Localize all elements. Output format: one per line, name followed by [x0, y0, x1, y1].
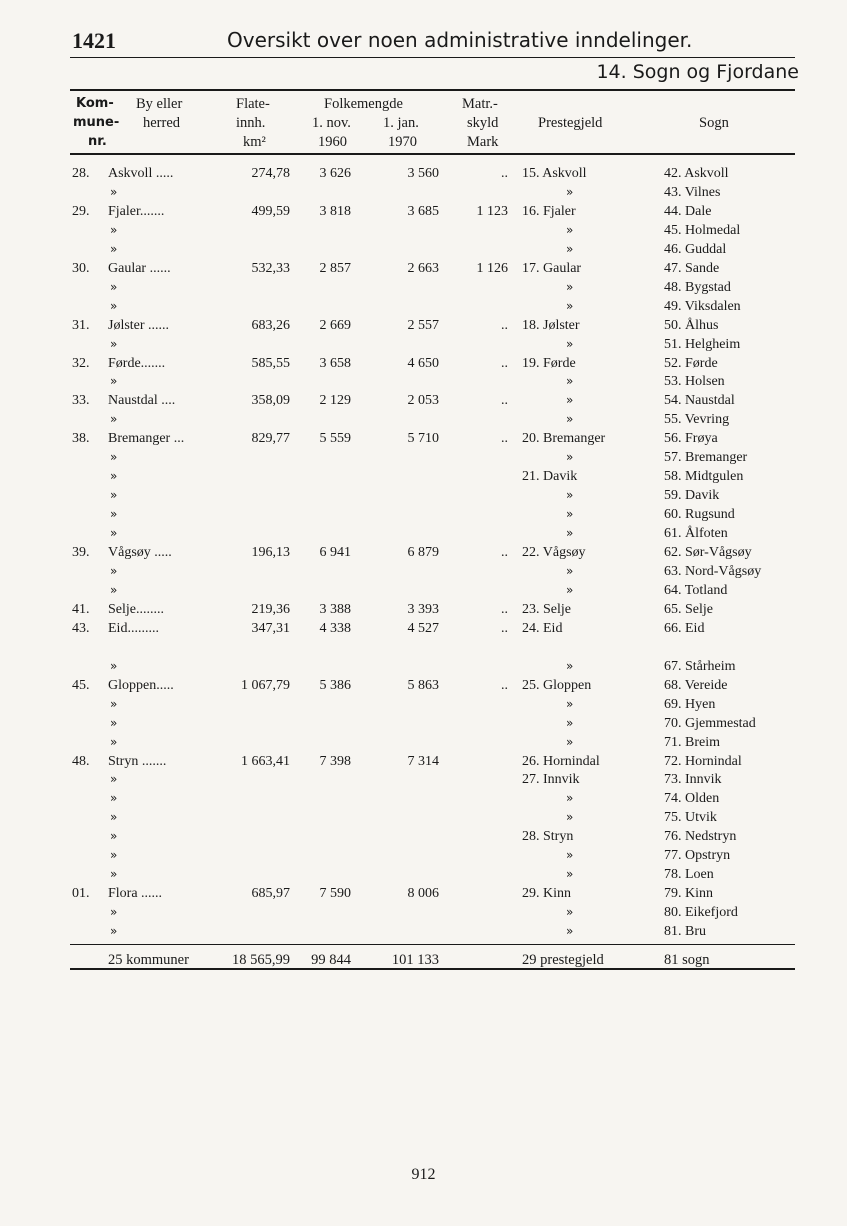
population-1970: 3 393: [407, 601, 439, 617]
municipality-name: »: [110, 241, 118, 256]
table-row: [0, 543, 847, 562]
prestegjeld: »: [566, 924, 574, 939]
sogn: 77. Opstryn: [664, 848, 731, 864]
area-km2: 274,78: [251, 166, 290, 181]
sogn: 60. Rugsund: [664, 507, 735, 523]
table-row: [0, 770, 847, 789]
municipality-number: 29.: [72, 203, 90, 219]
sogn: 68. Vereide: [664, 677, 728, 693]
prestegjeld: »: [566, 241, 574, 256]
sogn: 45. Holmedal: [664, 222, 741, 238]
population-1960: 4 338: [319, 620, 351, 636]
sogn: 50. Ålhus: [664, 317, 719, 333]
municipality-name: »: [110, 905, 118, 920]
table-row: [0, 391, 847, 410]
table-row: [0, 316, 847, 335]
municipality-name: »: [110, 488, 118, 503]
prestegjeld: »: [566, 184, 574, 199]
sogn: 56. Frøya: [664, 431, 718, 447]
municipality-name: »: [110, 810, 118, 825]
population-1960: 3 388: [319, 601, 351, 617]
prestegjeld: »: [566, 563, 574, 578]
municipality-name: »: [110, 279, 118, 294]
table-row: [0, 240, 847, 259]
col-name-line1: By eller: [136, 96, 183, 112]
municipality-number: 43.: [72, 620, 90, 636]
matrikkel-skyld: ..: [501, 317, 508, 333]
prestegjeld: 26. Hornindal: [522, 753, 600, 769]
table-row: [0, 752, 847, 771]
municipality-number: 32.: [72, 355, 90, 371]
prestegjeld: »: [566, 696, 574, 711]
page-number: 912: [411, 1166, 436, 1183]
matrikkel-skyld: 1 126: [476, 260, 508, 276]
table-row: [0, 524, 847, 543]
col-sogn: Sogn: [699, 115, 729, 131]
population-1960: 6 941: [319, 545, 351, 560]
prestegjeld: »: [566, 791, 574, 806]
municipality-name: »: [110, 469, 118, 484]
col-population-heading: Folkemengde: [324, 96, 403, 112]
title-underline: [70, 57, 795, 58]
sogn: 78. Loen: [664, 867, 714, 883]
prestegjeld: »: [566, 507, 574, 522]
sogn: 55. Vevring: [664, 412, 730, 428]
prestegjeld: »: [566, 412, 574, 427]
sogn: 54. Naustdal: [664, 393, 735, 409]
matrikkel-skyld: ..: [501, 431, 508, 447]
municipality-name: Selje........: [108, 601, 164, 617]
col-pop1970-line2: 1970: [388, 134, 417, 150]
col-pop1960-line2: 1960: [318, 134, 347, 150]
page-reference-number: 1421: [72, 28, 116, 53]
table-row: [0, 335, 847, 354]
table-row: [0, 714, 847, 733]
municipality-name: »: [110, 582, 118, 597]
sogn: 66. Eid: [664, 620, 705, 636]
table-row: [0, 865, 847, 884]
total-prestegjeld: 29 prestegjeld: [522, 952, 604, 968]
prestegjeld: »: [566, 658, 574, 673]
sogn: 48. Bygstad: [664, 279, 731, 295]
sogn: 70. Gjemmestad: [664, 715, 756, 731]
table-row: [0, 372, 847, 391]
population-1970: 4 527: [407, 620, 439, 636]
municipality-name: »: [110, 658, 118, 673]
table-row: [0, 183, 847, 202]
matrikkel-skyld: ..: [501, 166, 508, 181]
area-km2: 219,36: [251, 601, 290, 617]
population-1960: 3 818: [319, 203, 351, 219]
prestegjeld: »: [566, 905, 574, 920]
prestegjeld: 19. Førde: [522, 355, 576, 371]
municipality-number: 28.: [72, 166, 90, 181]
table-row: [0, 903, 847, 922]
population-1960: 3 658: [319, 355, 351, 371]
municipality-name: »: [110, 412, 118, 427]
prestegjeld: »: [566, 374, 574, 389]
municipality-name: Jølster ......: [108, 317, 170, 333]
population-1970: 6 879: [407, 545, 439, 560]
prestegjeld: 22. Vågsøy: [522, 545, 586, 560]
matrikkel-skyld: ..: [501, 393, 508, 409]
area-km2: 1 663,41: [241, 753, 290, 769]
municipality-number: 45.: [72, 677, 90, 693]
area-km2: 829,77: [251, 431, 290, 447]
sogn: 58. Midtgulen: [664, 469, 744, 485]
municipality-name: »: [110, 791, 118, 806]
population-1970: 7 314: [407, 753, 439, 769]
municipality-name: »: [110, 298, 118, 313]
sogn: 52. Førde: [664, 355, 718, 371]
sogn: 49. Viksdalen: [664, 298, 741, 314]
col-name-line2: herred: [143, 115, 181, 131]
total-area: 18 565,99: [232, 952, 290, 968]
municipality-name: »: [110, 848, 118, 863]
municipality-name: »: [110, 772, 118, 787]
prestegjeld: 23. Selje: [522, 601, 571, 617]
col-matr-line2: skyld: [467, 115, 499, 131]
sogn: 51. Helgheim: [664, 336, 741, 352]
table-row: [0, 808, 847, 827]
area-km2: 347,31: [251, 620, 290, 636]
table-row: [0, 221, 847, 240]
sogn: 71. Breim: [664, 734, 720, 750]
population-1970: 4 650: [407, 355, 439, 371]
col-area-line1: Flate-: [236, 96, 270, 112]
table-row: [0, 410, 847, 429]
municipality-name: »: [110, 867, 118, 882]
col-matr-line3: Mark: [467, 134, 499, 150]
prestegjeld: 25. Gloppen: [522, 677, 592, 693]
prestegjeld: »: [566, 810, 574, 825]
population-1970: 3 685: [407, 203, 439, 219]
sogn: 43. Vilnes: [664, 184, 721, 200]
population-1970: 5 863: [407, 677, 439, 693]
sogn: 44. Dale: [664, 203, 712, 219]
table-row: [0, 448, 847, 467]
page-title: Oversikt over noen administrative inndelinger.: [227, 28, 693, 52]
matrikkel-skyld: ..: [501, 545, 508, 560]
prestegjeld: 17. Gaular: [522, 260, 582, 276]
prestegjeld: »: [566, 734, 574, 749]
table-row: [0, 827, 847, 846]
prestegjeld: »: [566, 279, 574, 294]
prestegjeld: »: [566, 848, 574, 863]
prestegjeld: »: [566, 450, 574, 465]
population-1970: 3 560: [407, 166, 439, 181]
area-km2: 683,26: [251, 317, 290, 333]
table-row: [0, 467, 847, 486]
municipality-name: »: [110, 507, 118, 522]
population-1970: 2 557: [407, 317, 439, 333]
matrikkel-skyld: ..: [501, 620, 508, 636]
col-nr-line3: nr.: [88, 134, 107, 149]
municipality-name: Askvoll .....: [108, 166, 174, 181]
prestegjeld: »: [566, 336, 574, 351]
sogn: 69. Hyen: [664, 696, 716, 712]
sogn: 72. Hornindal: [664, 753, 742, 769]
population-1960: 2 669: [319, 317, 351, 333]
matrikkel-skyld: ..: [501, 355, 508, 371]
table-row: [0, 846, 847, 865]
municipality-name: »: [110, 563, 118, 578]
population-1960: 5 386: [319, 677, 351, 693]
matrikkel-skyld: ..: [501, 601, 508, 617]
prestegjeld: »: [566, 715, 574, 730]
area-km2: 685,97: [251, 886, 290, 902]
table-top-rule: [70, 89, 795, 91]
sogn: 64. Totland: [664, 582, 728, 598]
sogn: 61. Ålfoten: [664, 526, 728, 542]
municipality-number: 33.: [72, 393, 90, 409]
sogn: 67. Stårheim: [664, 658, 736, 674]
municipality-number: 01.: [72, 886, 90, 902]
table-row: [0, 789, 847, 808]
population-1960: 2 129: [319, 393, 351, 409]
total-municipalities: 25 kommuner: [108, 952, 189, 968]
municipality-name: »: [110, 924, 118, 939]
sogn: 73. Innvik: [664, 772, 722, 788]
municipality-number: 30.: [72, 260, 90, 276]
prestegjeld: »: [566, 298, 574, 313]
population-1970: 8 006: [407, 886, 439, 902]
sogn: 75. Utvik: [664, 810, 717, 826]
prestegjeld: 15. Askvoll: [522, 166, 587, 181]
table-row: [0, 202, 847, 221]
population-1960: 3 626: [319, 166, 351, 181]
table-row: [0, 164, 847, 183]
municipality-name: »: [110, 184, 118, 199]
col-pop1960-line1: 1. nov.: [312, 115, 351, 131]
municipality-name: Bremanger ...: [108, 431, 185, 447]
municipality-number: 48.: [72, 753, 90, 769]
prestegjeld: 28. Stryn: [522, 829, 574, 845]
table-row: [0, 581, 847, 600]
municipality-name: »: [110, 336, 118, 351]
population-1960: 7 590: [319, 886, 351, 902]
area-km2: 196,13: [251, 545, 290, 560]
matrikkel-skyld: ..: [501, 677, 508, 693]
region-heading: 14. Sogn og Fjordane: [596, 61, 799, 83]
municipality-name: »: [110, 715, 118, 730]
municipality-name: »: [110, 696, 118, 711]
table-row: [0, 278, 847, 297]
sogn: 81. Bru: [664, 924, 706, 940]
sogn: 74. Olden: [664, 791, 720, 807]
municipality-name: Førde.......: [108, 355, 166, 371]
municipality-name: »: [110, 829, 118, 844]
municipality-number: 41.: [72, 601, 90, 617]
municipality-name: Eid.........: [108, 620, 159, 636]
sogn: 62. Sør-Vågsøy: [664, 545, 752, 560]
area-km2: 358,09: [251, 393, 290, 409]
table-row: [0, 600, 847, 619]
municipality-name: »: [110, 526, 118, 541]
area-km2: 585,55: [251, 355, 290, 371]
prestegjeld: 21. Davik: [522, 469, 578, 485]
population-1970: 5 710: [407, 431, 439, 447]
table-row: [0, 695, 847, 714]
table-row: [0, 884, 847, 903]
municipality-name: Gloppen.....: [108, 677, 174, 693]
sogn: 59. Davik: [664, 488, 720, 504]
prestegjeld: 29. Kinn: [522, 886, 571, 902]
prestegjeld: 16. Fjaler: [522, 203, 576, 219]
table-row: [0, 429, 847, 448]
prestegjeld: 27. Innvik: [522, 772, 580, 788]
population-1960: 2 857: [319, 260, 351, 276]
municipality-name: »: [110, 450, 118, 465]
prestegjeld: »: [566, 526, 574, 541]
municipality-name: Vågsøy .....: [108, 545, 172, 560]
table-row: [0, 486, 847, 505]
table-row: [0, 259, 847, 278]
area-km2: 499,59: [251, 203, 290, 219]
sogn: 57. Bremanger: [664, 450, 748, 466]
total-sogn: 81 sogn: [664, 952, 710, 968]
col-area-line2: innh.: [236, 115, 266, 131]
municipality-name: »: [110, 222, 118, 237]
sogn: 46. Guddal: [664, 241, 727, 257]
total-pop-1960: 99 844: [311, 952, 351, 968]
municipality-number: 39.: [72, 545, 90, 560]
table-bottom-rule: [70, 968, 795, 970]
sogn: 63. Nord-Vågsøy: [664, 563, 762, 579]
municipality-name: Fjaler.......: [108, 203, 165, 219]
table-row: [0, 354, 847, 373]
col-area-line3: km²: [243, 134, 266, 150]
municipality-name: »: [110, 374, 118, 389]
sogn: 47. Sande: [664, 260, 720, 276]
municipality-name: »: [110, 734, 118, 749]
col-pop1970-line1: 1. jan.: [383, 115, 419, 131]
area-km2: 1 067,79: [241, 677, 290, 693]
prestegjeld: »: [566, 582, 574, 597]
sogn: 76. Nedstryn: [664, 829, 737, 845]
sogn: 65. Selje: [664, 601, 713, 617]
prestegjeld: »: [566, 393, 574, 408]
prestegjeld: »: [566, 867, 574, 882]
prestegjeld: 24. Eid: [522, 620, 563, 636]
table-row: [0, 562, 847, 581]
municipality-name: Naustdal ....: [108, 393, 176, 409]
table-row: [0, 676, 847, 695]
population-1960: 7 398: [319, 753, 351, 769]
sogn: 42. Askvoll: [664, 166, 729, 181]
municipality-name: Gaular ......: [108, 260, 171, 276]
population-1960: 5 559: [319, 431, 351, 447]
sogn: 79. Kinn: [664, 886, 713, 902]
matrikkel-skyld: 1 123: [476, 203, 508, 219]
table-row: [0, 922, 847, 941]
municipality-number: 38.: [72, 431, 90, 447]
total-pop-1970: 101 133: [391, 952, 439, 968]
population-1970: 2 053: [407, 393, 439, 409]
col-nr-line1: Kom-: [76, 96, 114, 111]
table-row: [0, 657, 847, 676]
prestegjeld: »: [566, 222, 574, 237]
sogn: 80. Eikefjord: [664, 905, 738, 921]
col-prestegjeld: Prestegjeld: [538, 115, 603, 131]
table-row: [0, 733, 847, 752]
table-row: [0, 505, 847, 524]
prestegjeld: »: [566, 488, 574, 503]
prestegjeld: 20. Bremanger: [522, 431, 606, 447]
area-km2: 532,33: [251, 260, 290, 276]
population-1970: 2 663: [407, 260, 439, 276]
totals-top-rule: [70, 944, 795, 945]
table-row: [0, 297, 847, 316]
sogn: 53. Holsen: [664, 374, 725, 390]
municipality-number: 31.: [72, 317, 90, 333]
col-matr-line1: Matr.-: [462, 96, 498, 112]
municipality-name: Stryn .......: [108, 753, 167, 769]
municipality-name: Flora ......: [108, 886, 163, 902]
table-row: [0, 619, 847, 638]
header-bottom-rule: [70, 153, 795, 155]
prestegjeld: 18. Jølster: [522, 317, 580, 333]
col-nr-line2: mune-: [73, 115, 120, 130]
